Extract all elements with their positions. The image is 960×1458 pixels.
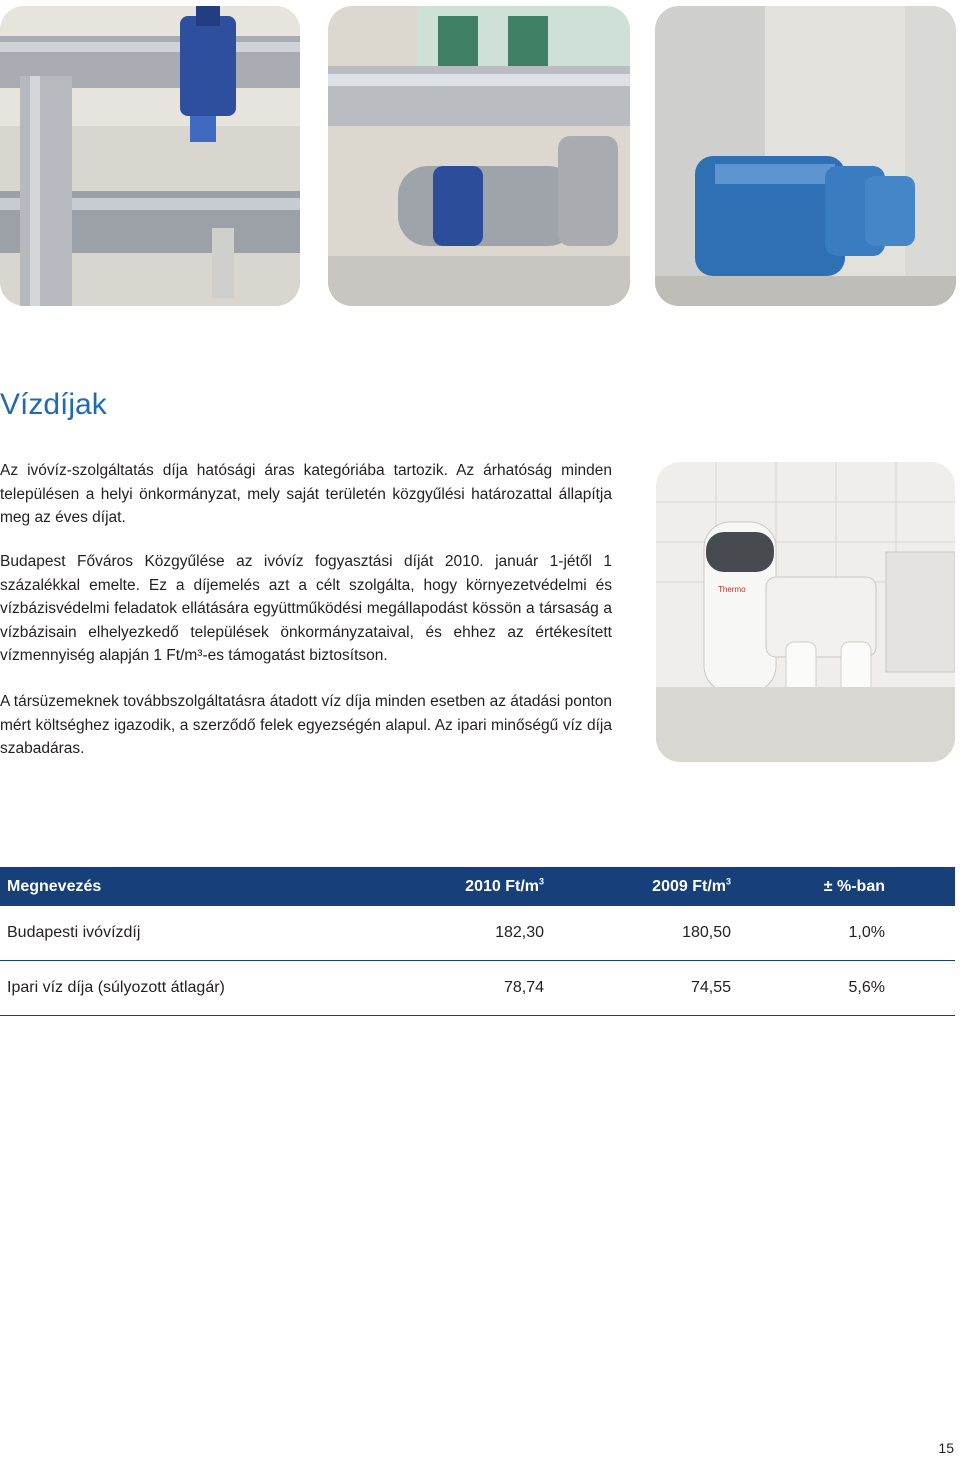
photo-pipes-pump: [328, 6, 630, 306]
row-2010: 78,74: [387, 961, 544, 1016]
paragraph-tariff-category: Az ivóvíz-szolgáltatás díja hatósági áras kategóriába tartozik. Az árhatóság minden településen a helyi önkormányzat, mely saját területén közgyűlési határozattal állapítja meg az éves díjat.: [0, 462, 612, 526]
header-change: ± %-ban: [823, 877, 885, 895]
header-2010: 2010 $Ft/m^3$: [465, 876, 544, 895]
paragraph-industrial-water: A társüzemeknek továbbszolgáltatásra átadott víz díja minden esetben az átadási ponton mért költséghez igazodik, a szerződő felek egyezségén alapul. Az ipari minőségű víz díja szabadáras.: [0, 693, 612, 757]
row-name: Ipari víz díja (súlyozott átlagár): [0, 961, 387, 1016]
page-title: Vízdíjak: [0, 388, 107, 421]
photo-pipes-valve: [0, 6, 300, 306]
row-name: Budapesti ivóvízdíj: [0, 906, 387, 961]
photo-blue-motors: [655, 6, 956, 306]
table-row: [0, 906, 955, 961]
header-2009: 2009 $Ft/m^3$: [652, 876, 731, 895]
row-change: 1,0%: [731, 906, 955, 961]
photo-brand-label: Thermo: [718, 585, 746, 594]
header-name: Megnevezés: [7, 877, 102, 895]
tariff-table: [0, 867, 955, 1016]
table-header-row: [0, 867, 955, 906]
row-2009: 74,55: [544, 961, 731, 1016]
row-2010: 182,30: [387, 906, 544, 961]
row-2009: 180,50: [544, 906, 731, 961]
row-change: 5,6%: [731, 961, 955, 1016]
paragraph-price-increase: Budapest Főváros Közgyűlése az ivóvíz fogyasztási díját 2010. január 1-jétől 1 százalékkal emelte. Ez a díjemelés azt a célt szolgálta, hogy környezetvédelmi és vízbázisvédelmi feladatok ellátására együttműködési megállapodást kössön a társaság a vízbázisain elhelyezkedő települések önkormányzataival, és ehhez az értékesített vízmennyiség alapján 1 Ft/m³-es támogatást biztosítson.: [0, 553, 612, 664]
page-number: 15: [938, 1440, 954, 1456]
photo-lab-equipment: [656, 462, 955, 762]
table-row: [0, 961, 955, 1016]
